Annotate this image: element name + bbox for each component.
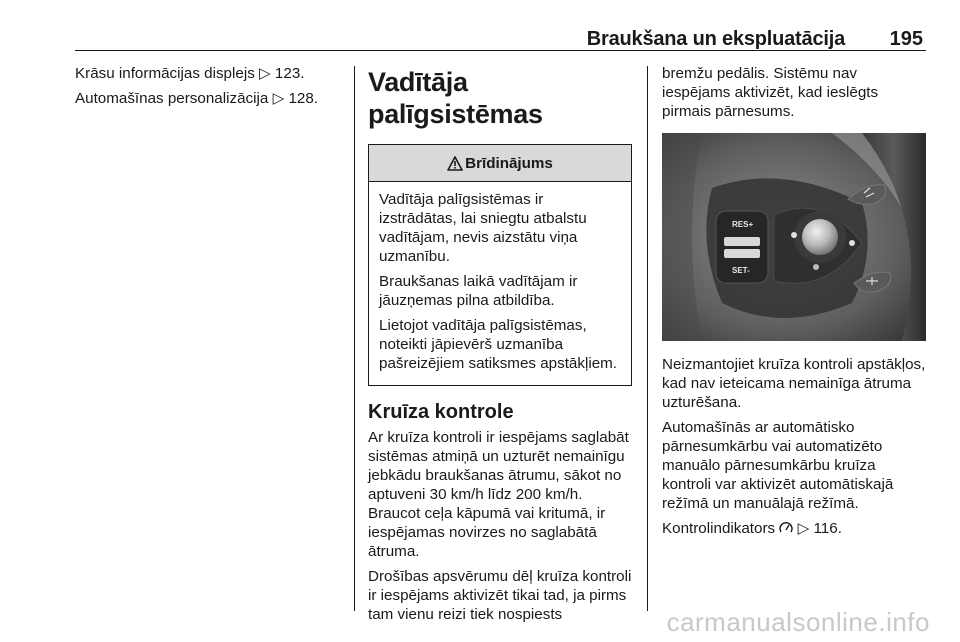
steering-wheel-controls-image bbox=[662, 133, 926, 341]
warning-triangle-icon bbox=[447, 156, 463, 171]
set-minus-label: SET- bbox=[732, 266, 750, 275]
body-paragraph: Automašīnās ar automātisko pārnesumkārbu vai automatizēto manuālo pārnesumkārbu kruīza kontroli var aktivizēt automātiskajā režīmā un manuālajā režīmā. bbox=[662, 419, 894, 512]
page-number: 195 bbox=[889, 28, 923, 50]
body-paragraph: bremžu pedālis. Sistēmu nav iespējams aktivizēt, kad ieslēgts pirmais pārnesums. bbox=[662, 65, 879, 120]
res-plus-label: RES+ bbox=[732, 220, 754, 229]
cruise-control-indicator-icon bbox=[779, 522, 793, 534]
watermark: carmanualsonline.info bbox=[666, 607, 930, 637]
column-3 bbox=[662, 64, 926, 544]
warning-paragraph: Lietojot vadītāja palīgsistēmas, noteikti jāpievērš uzmanība pašreizējiem satiksmes apstākļiem. bbox=[379, 317, 618, 372]
column-2 bbox=[368, 66, 634, 630]
page-reference-link[interactable]: ▷ 123. bbox=[259, 65, 305, 82]
subsection-title: Kruīza kontrole bbox=[368, 401, 514, 423]
indicator-reference-line: Kontrolindikators ▷ 116. bbox=[662, 520, 842, 537]
warning-box bbox=[368, 144, 632, 386]
section-title: Vadītāja palīgsistēmas bbox=[368, 67, 543, 129]
column-divider-right bbox=[647, 66, 648, 611]
warning-paragraph: Vadītāja palīgsistēmas ir izstrādātas, lai sniegtu atbalstu vadītājam, nevis aizstātu viņa uzmanību. bbox=[379, 191, 587, 265]
chapter-title: Braukšana un ekspluatācija bbox=[586, 28, 845, 50]
page-reference-link[interactable]: ▷ 116. bbox=[797, 520, 842, 537]
warning-heading: Brīdinājums bbox=[369, 145, 631, 182]
body-paragraph: Neizmantojiet kruīza kontroli apstākļos, kad nav ieteicama nemainīga ātruma uzturēšana. bbox=[662, 356, 926, 411]
warning-body bbox=[369, 182, 631, 385]
header-rule bbox=[75, 50, 926, 51]
body-paragraph: Ar kruīza kontroli ir iespējams saglabāt sistēmas atmiņā un uzturēt nemainīgu jebkādu braukšanas ātrumu, sākot no aptuveni 30 km/h līdz 200 km/h. Braucot ceļa kāpumā vai kritumā, ir iespējamas novirzes no saglabātā ātruma. bbox=[368, 429, 629, 560]
body-paragraph: Drošības apsvērumu dēļ kruīza kontroli ir iespējams aktivizēt tikai tad, ja pirms tam vienu reizi tiek nospiests bbox=[368, 568, 632, 623]
page-reference-link[interactable]: ▷ 128. bbox=[272, 90, 319, 107]
column-divider-left bbox=[354, 66, 355, 611]
warning-paragraph: Braukšanas laikā vadītājam ir jāuzņemas pilna atbildība. bbox=[379, 273, 578, 309]
reference-line-color-display: Krāsu informācijas displejs ▷ 123. bbox=[75, 65, 305, 82]
column-1 bbox=[75, 64, 345, 114]
reference-line-personalization: Automašīnas personalizācija ▷ 128. bbox=[75, 90, 319, 107]
page-header bbox=[75, 24, 925, 50]
